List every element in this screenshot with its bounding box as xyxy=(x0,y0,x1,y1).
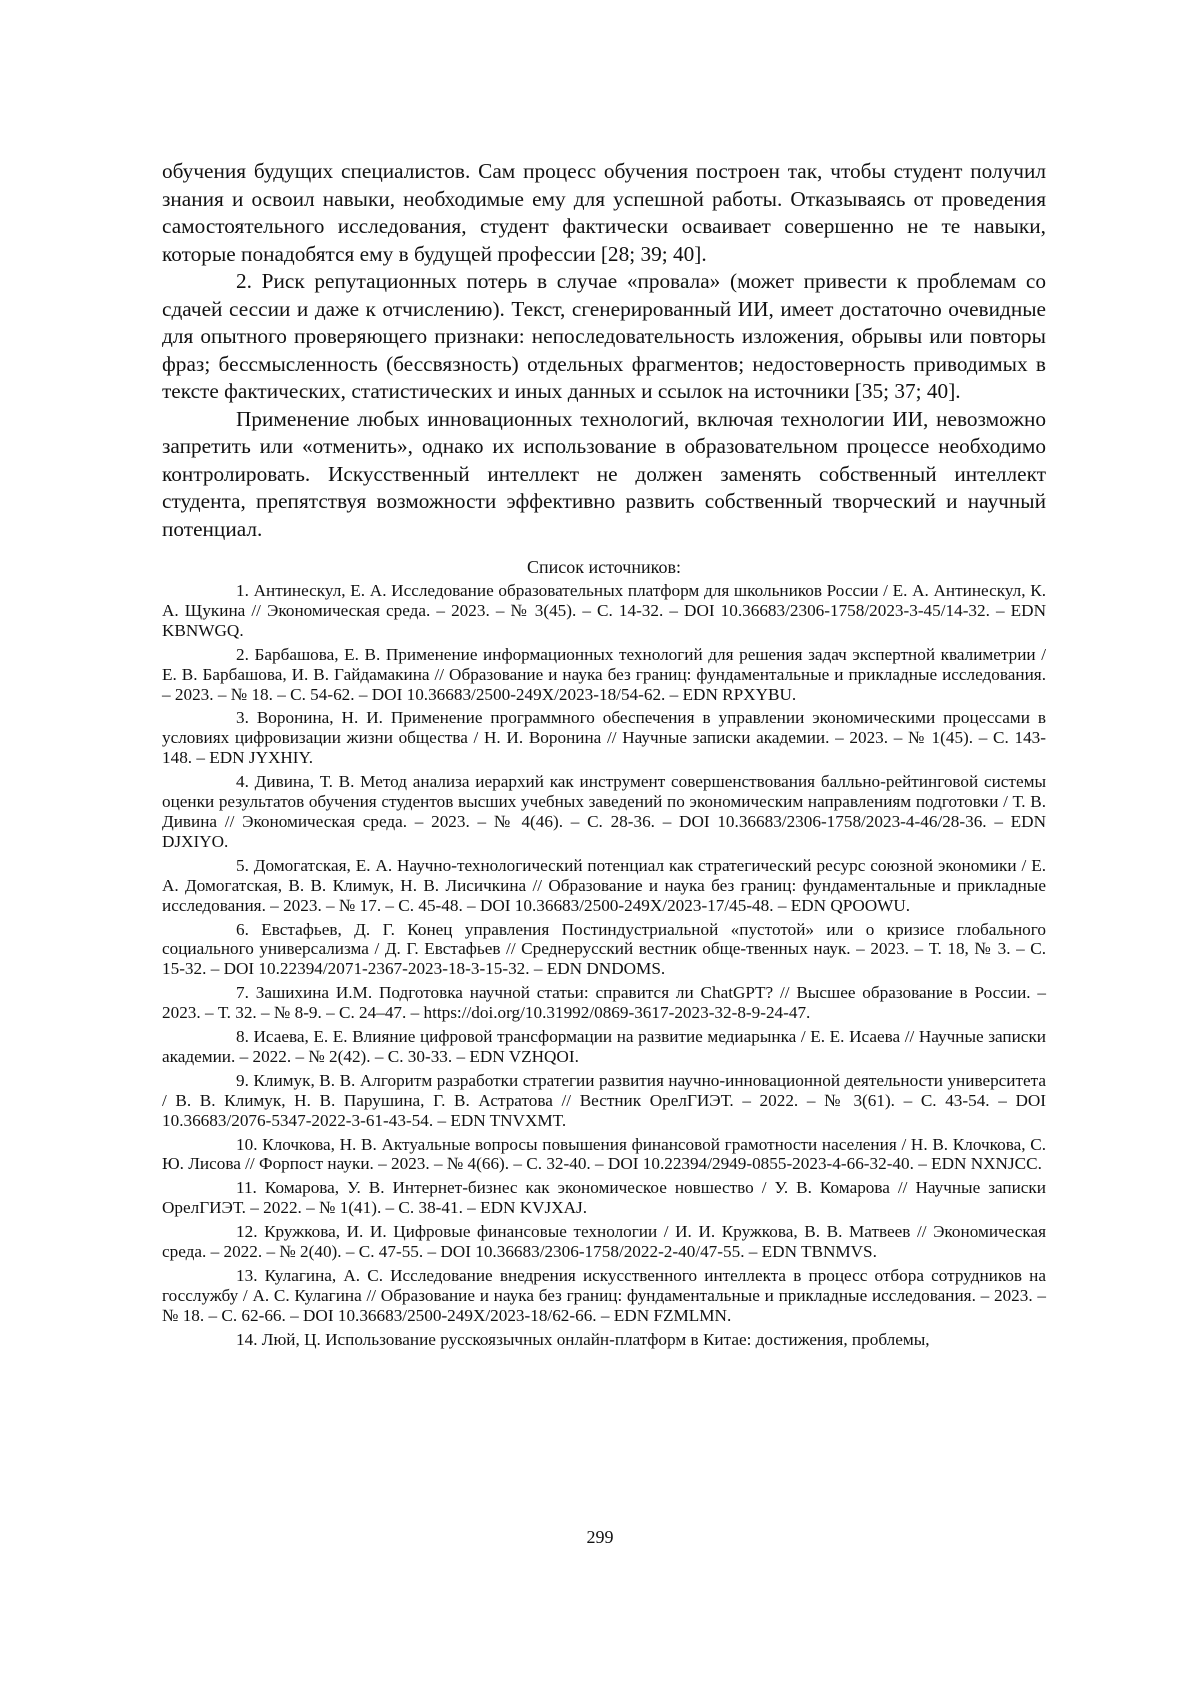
body-paragraph: 2. Риск репутационных потерь в случае «провала» (может привести к пробле­мам со сдачей сессии и даже к отчислению). Текст, сгенерированный ИИ, имеет до­статочно очевидные для опытного проверяющего признаки: непоследовательность изложения, обрывы или повторы фраз; бессмысленность (бессвязность) отдельных фрагментов; недостоверность приводимых в тексте фактических, статистических и иных данных и ссылок на источники [35; 37; 40]. xyxy=(162,268,1046,406)
reference-item: 2. Барбашова, Е. В. Применение информационных технологий для решения задач экспертной квалиметрии / Е. В. Барбашова, И. В. Гайдамакина // Образование и наука без границ: фундаменталь­ные и прикладные исследования. – 2023. – № 18. – С. 54-62. – DOI 10.36683/2500-249X/2023-18/54-62. – EDN RPXYBU. xyxy=(162,645,1046,705)
reference-item: 12. Кружкова, И. И. Цифровые финансовые технологии / И. И. Кружкова, В. В. Матвеев // Эконо­мическая среда. – 2022. – № 2(40). – С. 47-55. – DOI 10.36683/2306-1758/2022-2-40/47-55. – EDN TBNMVS. xyxy=(162,1222,1046,1262)
body-paragraph: Применение любых инновационных технологий, включая технологии ИИ, не­возможно запретить или «отменить», однако их использование в образовательном процессе необходимо контролировать. Искусственный интеллект не должен заменять собственный интеллект студента, препятствуя возможности эффективно развить соб­ственный творческий и научный потенциал. xyxy=(162,406,1046,544)
page-number: 299 xyxy=(0,1527,1200,1548)
reference-item: 3. Воронина, Н. И. Применение программного обеспечения в управлении экономическими процессами в условиях цифровизации жизни общества / Н. И. Воронина // Научные записки академии. – 2023. – № 1(45). – С. 143-148. – EDN JYXHIY. xyxy=(162,708,1046,768)
body-paragraph: обучения будущих специалистов. Сам процесс обучения построен так, чтобы студент получил знания и освоил навыки, необходимые ему для успешной работы. Отказыва­ясь от проведения самостоятельного исследования, студент фактически осваивает со­вершенно не те навыки, которые понадобятся ему в будущей профессии [28; 39; 40]. xyxy=(162,158,1046,268)
references-title: Список источников: xyxy=(162,556,1046,578)
reference-item: 14. Люй, Ц. Использование русскоязычных онлайн-платформ в Китае: достижения, проблемы, xyxy=(162,1330,1046,1350)
reference-item: 4. Дивина, Т. В. Метод анализа иерархий как инструмент совершенствования балльно-рейтин­говой системы оценки результатов обучения студентов высших учебных заведений по экономическим направлениям подготовки / Т. В. Дивина // Экономическая среда. – 2023. – № 4(46). – С. 28-36. – DOI 10.36683/2306-1758/2023-4-46/28-36. – EDN DJXIYO. xyxy=(162,772,1046,852)
reference-item: 9. Климук, В. В. Алгоритм разработки стратегии развития научно-инновационной деятельно­сти университета / В. В. Климук, Н. В. Парушина, Г. В. Астратова // Вестник ОрелГИЭТ. – 2022. – № 3(61). – С. 43-54. – DOI 10.36683/2076-5347-2022-3-61-43-54. – EDN TNVXMT. xyxy=(162,1071,1046,1131)
reference-item: 11. Комарова, У. В. Интернет-бизнес как экономическое новшество / У. В. Комарова // Науч­ные записки ОрелГИЭТ. – 2022. – № 1(41). – С. 38-41. – EDN KVJXAJ. xyxy=(162,1178,1046,1218)
reference-item: 6. Евстафьев, Д. Г. Конец управления Постиндустриальной «пустотой» или о кризисе глобаль­ного социального универсализма / Д. Г. Евстафьев // Среднерусский вестник обще-твенных наук. – 2023. – Т. 18, № 3. – С. 15-32. – DOI 10.22394/2071-2367-2023-18-3-15-32. – EDN DNDOMS. xyxy=(162,920,1046,980)
references-list xyxy=(162,581,1046,1350)
reference-item: 5. Домогатская, Е. А. Научно-технологический потенциал как стратегический ресурс союзной экономики / Е. А. Домогатская, В. В. Климук, Н. В. Лисичкина // Образование и наука без границ: фундаментальные и прикладные исследования. – 2023. – № 17. – С. 45-48. – DOI 10.36683/2500-249X/2023-17/45-48. – EDN QPOOWU. xyxy=(162,856,1046,916)
reference-item: 7. Зашихина И.М. Подготовка научной статьи: справится ли ChatGPT? // Высшее образование в России. – 2023. – Т. 32. – № 8-9. – С. 24–47. – https://doi.org/10.31992/0869-3617-2023-32-8-9-24-47. xyxy=(162,983,1046,1023)
body-text xyxy=(162,158,1046,543)
reference-item: 10. Клочкова, Н. В. Актуальные вопросы повышения финансовой грамотности населения / Н. В. Клочкова, С. Ю. Лисова // Форпост науки. – 2023. – № 4(66). – С. 32-40. – DOI 10.22394/2949-0855-2023-4-66-32-40. – EDN NXNJCC. xyxy=(162,1135,1046,1175)
document-page xyxy=(162,158,1046,1354)
reference-item: 1. Антинескул, Е. А. Исследование образовательных платформ для школьников России / Е. А. Антинескул, К. А. Щукина // Экономическая среда. – 2023. – № 3(45). – С. 14-32. – DOI 10.36683/2306-1758/2023-3-45/14-32. – EDN KBNWGQ. xyxy=(162,581,1046,641)
reference-item: 8. Исаева, Е. Е. Влияние цифровой трансформации на развитие медиарынка / Е. Е. Исаева // Научные записки академии. – 2022. – № 2(42). – С. 30-33. – EDN VZHQOI. xyxy=(162,1027,1046,1067)
reference-item: 13. Кулагина, А. С. Исследование внедрения искусственного интеллекта в процесс отбора сотруд­ников на госслужбу / А. С. Кулагина // Образование и наука без границ: фундаментальные и прикладные исследования. – 2023. – № 18. – С. 62-66. – DOI 10.36683/2500-249X/2023-18/62-66. – EDN FZMLMN. xyxy=(162,1266,1046,1326)
